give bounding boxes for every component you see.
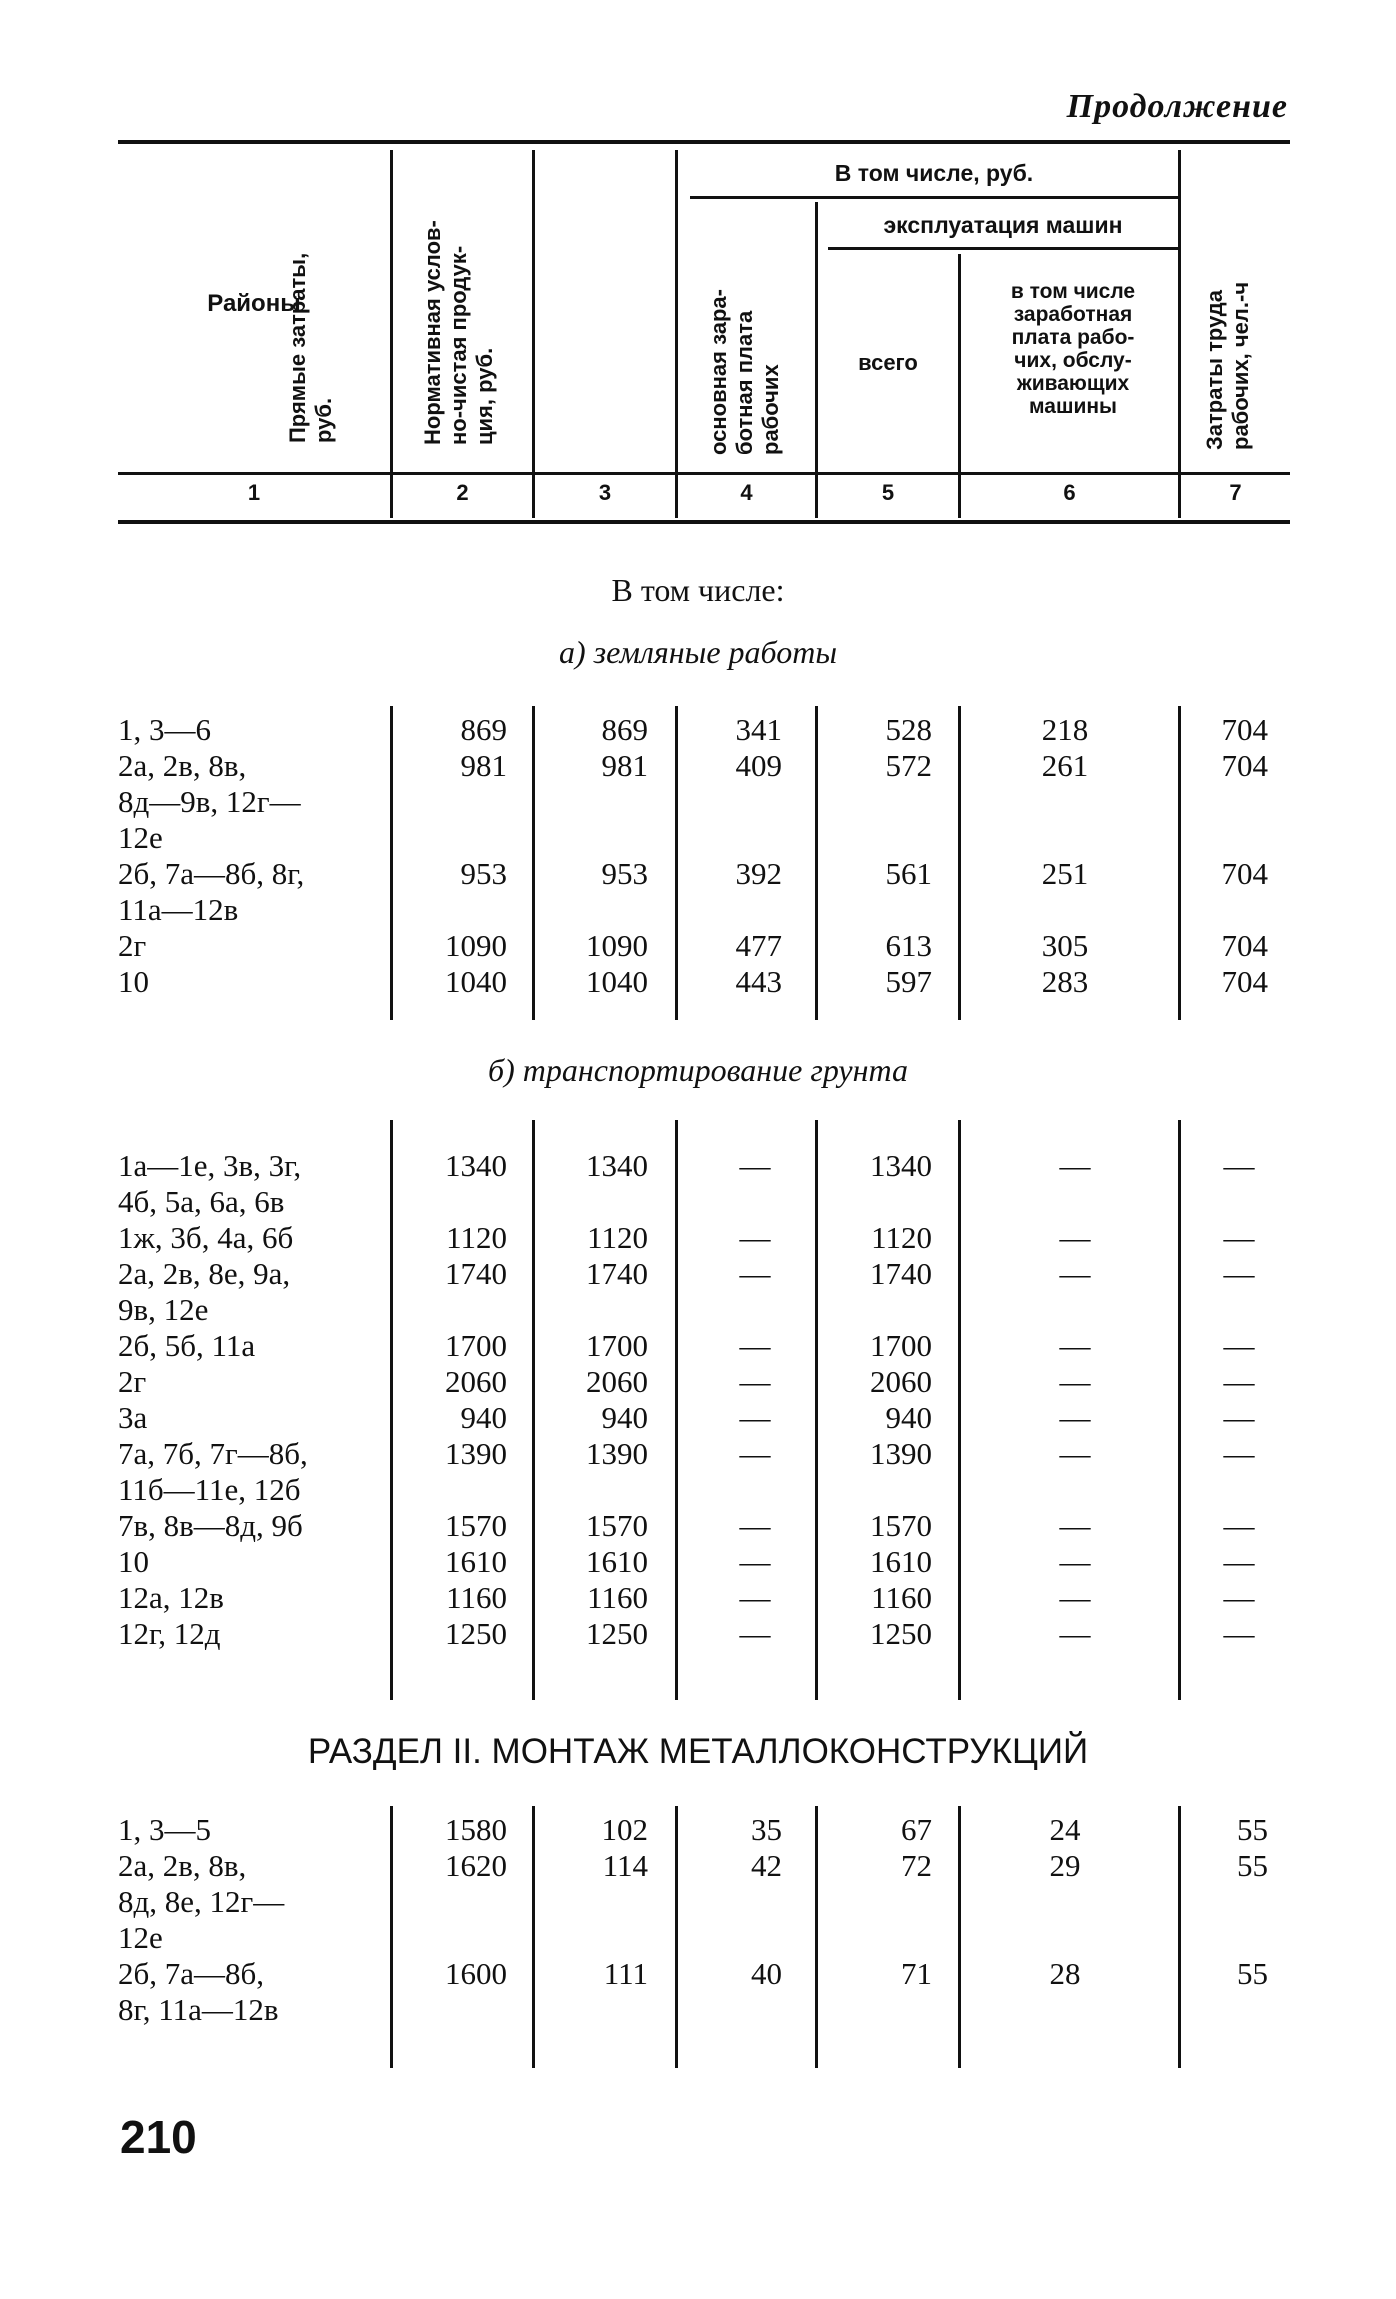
district-cell: 4б, 5а, 6а, 6в [118, 1184, 285, 1219]
value-cell: 1700 [586, 1328, 648, 1363]
table-row [0, 1400, 1396, 1436]
table-row [0, 856, 1396, 927]
column-divider [1178, 706, 1181, 1020]
value-cell: — [739, 1220, 771, 1255]
value-cell: 1700 [870, 1328, 932, 1363]
district-cell: 2а, 2в, 8в, [118, 1848, 247, 1883]
value-cell: 1160 [871, 1580, 932, 1615]
district-cell: 8г, 11а—12в [118, 1992, 279, 2027]
value-cell: — [1059, 1508, 1091, 1543]
value-cell: 1120 [871, 1220, 932, 1255]
column-divider [532, 706, 535, 1020]
district-cell: 2б, 7а—8б, 8г, [118, 856, 305, 891]
table-row [0, 1148, 1396, 1219]
value-cell: 1570 [586, 1508, 648, 1543]
value-cell: — [1223, 1508, 1255, 1543]
value-cell: 869 [460, 712, 507, 747]
column-divider [958, 1806, 961, 2068]
value-cell: 305 [1041, 928, 1089, 963]
header-subgroup: эксплуатация машин [883, 212, 1123, 238]
value-cell: 392 [735, 856, 782, 891]
table-row [0, 1580, 1396, 1616]
column-divider [675, 706, 678, 1020]
header-group: В том числе, руб. [834, 160, 1034, 186]
district-cell: 2г [118, 928, 147, 963]
district-cell: 9в, 12е [118, 1292, 209, 1327]
value-cell: — [739, 1436, 771, 1471]
value-cell: — [1059, 1436, 1091, 1471]
table-row [0, 1328, 1396, 1364]
value-cell: 572 [885, 748, 932, 783]
value-cell: 2060 [445, 1364, 507, 1399]
value-cell: 477 [735, 928, 782, 963]
column-divider [532, 1806, 535, 2068]
table-row [0, 964, 1396, 1000]
district-cell: 1а—1е, 3в, 3г, [118, 1148, 302, 1183]
value-cell: 1740 [586, 1256, 648, 1291]
header-machine-wage: в том числе заработная плата рабо- чих, обслу- живающих машины [1010, 280, 1136, 418]
district-cell: 2б, 5б, 11а [118, 1328, 256, 1363]
header-divider [532, 150, 535, 518]
table-row [0, 1956, 1396, 2027]
column-divider [675, 1120, 678, 1700]
column-divider [815, 1806, 818, 2068]
table-row [0, 712, 1396, 748]
district-cell: 8д, 8е, 12г— [118, 1884, 285, 1919]
value-cell: 1040 [445, 964, 507, 999]
value-cell: 528 [885, 712, 932, 747]
value-cell: 55 [1237, 1812, 1268, 1847]
value-cell: — [739, 1544, 771, 1579]
value-cell: 940 [885, 1400, 932, 1435]
table-row [0, 1256, 1396, 1327]
column-number: 5 [881, 480, 895, 505]
value-cell: 42 [751, 1848, 782, 1883]
value-cell: 1250 [586, 1616, 648, 1651]
value-cell: 1570 [445, 1508, 507, 1543]
value-cell: 24 [1049, 1812, 1081, 1847]
value-cell: — [1059, 1616, 1091, 1651]
value-cell: 1570 [870, 1508, 932, 1543]
value-cell: 953 [601, 856, 648, 891]
header-divider [1178, 150, 1181, 518]
header-labor-costs: Затраты труда рабочих, чел.-ч [1202, 281, 1253, 450]
value-cell: 55 [1237, 1956, 1268, 1991]
header-districts: Районы [207, 290, 301, 317]
district-cell: 10 [118, 1544, 149, 1579]
value-cell: 1340 [586, 1148, 648, 1183]
value-cell: 597 [885, 964, 932, 999]
value-cell: — [1059, 1328, 1091, 1363]
value-cell: 35 [751, 1812, 782, 1847]
value-cell: 704 [1221, 856, 1268, 891]
value-cell: — [1223, 1616, 1255, 1651]
transport-caption: б) транспортирование грунта [487, 1052, 908, 1088]
value-cell: 55 [1237, 1848, 1268, 1883]
value-cell: — [1223, 1148, 1255, 1183]
district-cell: 2а, 2в, 8в, [118, 748, 247, 783]
column-divider [390, 706, 393, 1020]
district-cell: 2г [118, 1364, 147, 1399]
value-cell: 613 [885, 928, 932, 963]
column-divider [815, 1120, 818, 1700]
value-cell: 102 [601, 1812, 648, 1847]
value-cell: — [739, 1616, 771, 1651]
header-divider [675, 150, 678, 518]
district-cell: 12е [118, 820, 163, 855]
value-cell: — [1223, 1220, 1255, 1255]
value-cell: 704 [1221, 712, 1268, 747]
value-cell: 283 [1041, 964, 1089, 999]
district-cell: 1, 3—6 [118, 712, 211, 747]
column-number: 6 [1063, 480, 1076, 505]
value-cell: 111 [603, 1956, 648, 1991]
table-row [0, 1364, 1396, 1400]
district-cell: 12е [118, 1920, 163, 1955]
header-bottom-rule [118, 520, 1290, 524]
value-cell: 251 [1041, 856, 1089, 891]
table-row [0, 1812, 1396, 1848]
value-cell: 1090 [586, 928, 648, 963]
value-cell: 940 [601, 1400, 648, 1435]
table-row [0, 748, 1396, 855]
value-cell: 40 [751, 1956, 782, 1991]
section-title: РАЗДЕЛ II. МОНТАЖ МЕТАЛЛОКОНСТРУКЦИЙ [307, 1732, 1089, 1771]
value-cell: — [1059, 1220, 1091, 1255]
value-cell: 261 [1041, 748, 1089, 783]
header-mid-rule [118, 472, 1290, 475]
value-cell: 1390 [586, 1436, 648, 1471]
header-normative-production: Нормативная услов- но-чистая продук- ция, руб. [420, 220, 497, 445]
header-divider [958, 254, 961, 518]
value-cell: — [1223, 1544, 1255, 1579]
district-cell: 2а, 2в, 8е, 9а, [118, 1256, 291, 1291]
value-cell: 1120 [587, 1220, 648, 1255]
column-divider [1178, 1120, 1181, 1700]
district-cell: 7в, 8в—8д, 9б [118, 1508, 303, 1543]
column-number: 2 [456, 480, 469, 505]
value-cell: — [1223, 1580, 1255, 1615]
value-cell: 341 [735, 712, 782, 747]
column-divider [390, 1120, 393, 1700]
district-cell: 10 [118, 964, 149, 999]
table-row [0, 1616, 1396, 1652]
value-cell: 29 [1049, 1848, 1081, 1883]
value-cell: 2060 [586, 1364, 648, 1399]
value-cell: 1610 [445, 1544, 507, 1579]
column-number: 4 [740, 480, 753, 505]
in-total-caption: В том числе: [611, 572, 785, 608]
value-cell: 1740 [445, 1256, 507, 1291]
value-cell: 704 [1221, 964, 1268, 999]
value-cell: 409 [735, 748, 782, 783]
value-cell: 28 [1049, 1956, 1081, 1991]
column-number: 1 [247, 480, 261, 505]
value-cell: 1250 [870, 1616, 932, 1651]
earthworks-caption: а) земляные работы [559, 634, 837, 670]
value-cell: 981 [460, 748, 507, 783]
value-cell: — [739, 1400, 771, 1435]
district-cell: 12г, 12д [118, 1616, 221, 1651]
column-divider [958, 706, 961, 1020]
value-cell: — [1059, 1148, 1091, 1183]
value-cell: — [1223, 1364, 1255, 1399]
value-cell: — [1059, 1256, 1091, 1291]
value-cell: — [1059, 1364, 1091, 1399]
value-cell: 704 [1221, 928, 1268, 963]
header-direct-costs: Прямые затраты, руб. [285, 252, 336, 443]
column-divider [675, 1806, 678, 2068]
header-divider [390, 150, 393, 518]
table-row [0, 928, 1396, 964]
value-cell: — [739, 1256, 771, 1291]
column-number: 7 [1229, 480, 1242, 505]
table-row [0, 1848, 1396, 1955]
group-rule [690, 196, 1178, 199]
value-cell: — [739, 1580, 771, 1615]
district-cell: 2б, 7а—8б, [118, 1956, 265, 1991]
table-row [0, 1544, 1396, 1580]
value-cell: 1340 [445, 1148, 507, 1183]
value-cell: 1160 [587, 1580, 648, 1615]
value-cell: 1700 [445, 1328, 507, 1363]
header-base-wage: основная зара- ботная плата рабочих [706, 289, 783, 455]
value-cell: 1390 [870, 1436, 932, 1471]
value-cell: — [1223, 1436, 1255, 1471]
column-divider [815, 706, 818, 1020]
column-number: 3 [598, 480, 612, 505]
district-cell: 8д—9в, 12г— [118, 784, 301, 819]
value-cell: — [1059, 1580, 1091, 1615]
column-divider [958, 1120, 961, 1700]
value-cell: 953 [460, 856, 507, 891]
value-cell: 2060 [870, 1364, 932, 1399]
header-total: всего [858, 350, 918, 375]
value-cell: — [739, 1508, 771, 1543]
value-cell: 1390 [445, 1436, 507, 1471]
district-cell: 1ж, 3б, 4а, 6б [118, 1220, 294, 1255]
value-cell: 1620 [445, 1848, 507, 1883]
value-cell: 940 [460, 1400, 507, 1435]
value-cell: 218 [1041, 712, 1089, 747]
value-cell: 1610 [586, 1544, 648, 1579]
value-cell: — [1223, 1256, 1255, 1291]
value-cell: 1740 [870, 1256, 932, 1291]
subgroup-rule [828, 247, 1178, 250]
value-cell: 67 [901, 1812, 932, 1847]
value-cell: 71 [901, 1956, 932, 1991]
page-number: 210 [120, 2111, 197, 2163]
district-cell: 7а, 7б, 7г—8б, [118, 1436, 308, 1471]
district-cell: 3а [118, 1400, 148, 1435]
table-row [0, 1220, 1396, 1256]
table-row [0, 1436, 1396, 1507]
value-cell: 114 [602, 1848, 648, 1883]
value-cell: 1160 [446, 1580, 507, 1615]
column-divider [1178, 1806, 1181, 2068]
value-cell: 704 [1221, 748, 1268, 783]
value-cell: 1340 [870, 1148, 932, 1183]
value-cell: 1580 [445, 1812, 507, 1847]
value-cell: 1040 [586, 964, 648, 999]
value-cell: 1090 [445, 928, 507, 963]
continuation-label: Продолжение [1066, 88, 1288, 125]
value-cell: — [739, 1148, 771, 1183]
value-cell: 561 [885, 856, 932, 891]
district-cell: 11а—12в [118, 892, 239, 927]
value-cell: 981 [601, 748, 648, 783]
value-cell: 1120 [446, 1220, 507, 1255]
district-cell: 1, 3—5 [118, 1812, 211, 1847]
value-cell: — [1223, 1400, 1255, 1435]
table-row [0, 1508, 1396, 1544]
value-cell: 1250 [445, 1616, 507, 1651]
value-cell: — [739, 1364, 771, 1399]
column-divider [390, 1806, 393, 2068]
value-cell: 1600 [445, 1956, 507, 1991]
district-cell: 12а, 12в [118, 1580, 224, 1615]
value-cell: 1610 [870, 1544, 932, 1579]
district-cell: 11б—11е, 12б [118, 1472, 301, 1507]
value-cell: 869 [601, 712, 648, 747]
value-cell: 72 [901, 1848, 932, 1883]
value-cell: — [1223, 1328, 1255, 1363]
value-cell: 443 [735, 964, 782, 999]
value-cell: — [739, 1328, 771, 1363]
column-divider [532, 1120, 535, 1700]
value-cell: — [1059, 1544, 1091, 1579]
value-cell: — [1059, 1400, 1091, 1435]
